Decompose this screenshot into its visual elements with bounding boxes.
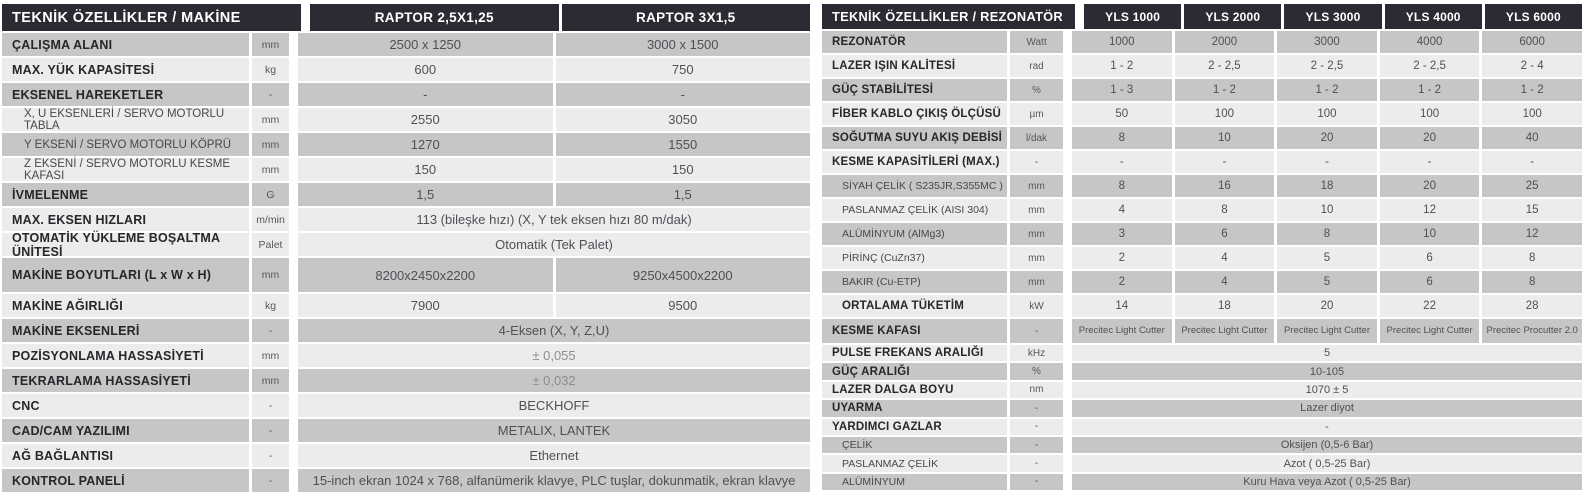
table-body-machine <box>2 31 810 492</box>
row-label: OTOMATİK YÜKLEME BOŞALTMA ÜNİTESİ <box>2 233 252 256</box>
row-unit: mm <box>252 108 298 131</box>
row-unit: - <box>1010 151 1072 173</box>
row-label: SİYAH ÇELİK ( S235JR,S355MC ) <box>822 175 1010 197</box>
row-value: 2000 <box>1175 31 1278 53</box>
row-label: EKSENEL HAREKETLER <box>2 83 252 106</box>
row-value: 2 <box>1072 271 1175 293</box>
row-value-span: - <box>1072 419 1582 435</box>
row-unit: kHz <box>1010 345 1072 361</box>
row-value: 4 <box>1175 247 1278 269</box>
row-unit: mm <box>252 158 298 181</box>
spec-row <box>2 256 810 292</box>
row-value: 4 <box>1072 199 1175 221</box>
row-unit: - <box>1010 437 1072 453</box>
row-unit: - <box>252 469 298 492</box>
row-label: CNC <box>2 394 252 417</box>
spec-table-machine <box>2 4 810 500</box>
spec-row <box>2 292 810 317</box>
row-value: 14 <box>1072 295 1175 317</box>
row-value: 2 <box>1072 247 1175 269</box>
row-value: 20 <box>1380 127 1483 149</box>
spec-row <box>2 417 810 442</box>
row-value: 750 <box>556 58 811 81</box>
row-label: PASLANMAZ ÇELİK <box>822 455 1010 471</box>
row-label: TEKRARLAMA HASSASİYETİ <box>2 369 252 392</box>
row-value: Precitec Light Cutter <box>1380 319 1483 343</box>
row-unit: mm <box>252 369 298 392</box>
spec-row <box>822 269 1582 293</box>
row-label: PASLANMAZ ÇELİK (AISI 304) <box>822 199 1010 221</box>
spec-row <box>822 380 1582 398</box>
row-value: 1,5 <box>298 183 556 206</box>
row-label: KONTROL PANELİ <box>2 469 252 492</box>
row-value: 150 <box>556 158 811 181</box>
row-label: Z EKSENİ / SERVO MOTORLU KESME KAFASI <box>2 158 252 181</box>
row-value: 100 <box>1277 103 1380 125</box>
row-label: GÜÇ STABİLİTESİ <box>822 79 1010 101</box>
row-value: 8 <box>1175 199 1278 221</box>
row-unit: mm <box>1010 223 1072 245</box>
row-unit: - <box>252 83 298 106</box>
row-unit: G <box>252 183 298 206</box>
row-value: Precitec Light Cutter <box>1072 319 1175 343</box>
spec-row <box>822 149 1582 173</box>
row-value: 6 <box>1380 247 1483 269</box>
row-value: 8 <box>1482 271 1582 293</box>
row-unit: Watt <box>1010 31 1072 53</box>
table-title: TEKNİK ÖZELLİKLER / MAKİNE <box>2 4 310 31</box>
row-label: REZONATÖR <box>822 31 1010 53</box>
column-header: YLS 4000 <box>1385 4 1485 29</box>
row-value-span: Oksijen (0,5-6 Bar) <box>1072 437 1582 453</box>
row-value: 3 <box>1072 223 1175 245</box>
row-label: KESME KAFASI <box>822 319 1010 343</box>
row-value: 9250x4500x2200 <box>556 258 811 292</box>
spec-row <box>822 343 1582 361</box>
row-unit: kg <box>252 294 298 317</box>
row-value-span: ± 0,032 <box>298 369 810 392</box>
row-value: 25 <box>1482 175 1582 197</box>
row-label: ORTALAMA TÜKETİM <box>822 295 1010 317</box>
row-value: 8200x2450x2200 <box>298 258 556 292</box>
row-value: 2 - 4 <box>1482 55 1582 77</box>
spec-row <box>822 77 1582 101</box>
spec-row <box>822 398 1582 416</box>
row-value-span: 10-105 <box>1072 363 1582 379</box>
spec-row <box>2 442 810 467</box>
row-unit: % <box>1010 79 1072 101</box>
spec-row <box>2 317 810 342</box>
row-value: 1000 <box>1072 31 1175 53</box>
row-value: 150 <box>298 158 556 181</box>
row-value: 5 <box>1277 271 1380 293</box>
row-unit: - <box>252 394 298 417</box>
row-label: Y EKSENİ / SERVO MOTORLU KÖPRÜ <box>2 133 252 156</box>
row-value: 1 - 3 <box>1072 79 1175 101</box>
row-value: 18 <box>1277 175 1380 197</box>
table-header-resonator <box>822 4 1582 29</box>
row-value-span: Lazer diyot <box>1072 400 1582 416</box>
row-label: MAX. YÜK KAPASİTESİ <box>2 58 252 81</box>
row-label: MAX. EKSEN HIZLARI <box>2 208 252 231</box>
row-label: GÜÇ ARALIĞI <box>822 363 1010 379</box>
spec-row <box>822 173 1582 197</box>
row-value-span: Otomatik (Tek Palet) <box>298 233 810 256</box>
row-label: POZİSYONLAMA HASSASİYETİ <box>2 344 252 367</box>
row-unit: % <box>1010 363 1072 379</box>
row-value: 6 <box>1380 271 1483 293</box>
spec-row <box>822 245 1582 269</box>
row-value: 8 <box>1482 247 1582 269</box>
row-value: 2550 <box>298 108 556 131</box>
row-value-span: METALIX, LANTEK <box>298 419 810 442</box>
row-unit: mm <box>1010 175 1072 197</box>
row-value: 1 - 2 <box>1482 79 1582 101</box>
row-unit: mm <box>1010 247 1072 269</box>
row-unit: mm <box>1010 271 1072 293</box>
row-value: - <box>1482 151 1582 173</box>
row-label: CAD/CAM YAZILIMI <box>2 419 252 442</box>
row-unit: mm <box>252 133 298 156</box>
row-unit: l/dak <box>1010 127 1072 149</box>
row-value: 2 - 2,5 <box>1380 55 1483 77</box>
row-value: - <box>1380 151 1483 173</box>
row-unit: rad <box>1010 55 1072 77</box>
row-value: 28 <box>1482 295 1582 317</box>
row-value: 8 <box>1072 127 1175 149</box>
column-header: RAPTOR 3X1,5 <box>562 4 811 31</box>
row-value: 600 <box>298 58 556 81</box>
row-unit: Palet <box>252 233 298 256</box>
row-unit: - <box>1010 474 1072 490</box>
spec-row <box>822 361 1582 379</box>
row-value: 50 <box>1072 103 1175 125</box>
spec-row <box>2 181 810 206</box>
row-unit: - <box>252 444 298 467</box>
row-label: BAKIR (Cu-ETP) <box>822 271 1010 293</box>
row-unit: - <box>252 319 298 342</box>
row-unit: kg <box>252 58 298 81</box>
row-value: 1,5 <box>556 183 811 206</box>
row-value: - <box>556 83 811 106</box>
spec-row <box>822 435 1582 453</box>
spec-row <box>2 367 810 392</box>
spec-row <box>822 317 1582 343</box>
row-value: 20 <box>1277 127 1380 149</box>
row-unit: mm <box>1010 199 1072 221</box>
row-value: 40 <box>1482 127 1582 149</box>
row-value-span: 4-Eksen (X, Y, Z,U) <box>298 319 810 342</box>
spec-row <box>2 81 810 106</box>
row-value: Precitec Light Cutter <box>1175 319 1278 343</box>
row-label: MAKİNE AĞIRLIĞI <box>2 294 252 317</box>
row-label: MAKİNE BOYUTLARI (L x W x H) <box>2 258 252 292</box>
row-unit: mm <box>252 33 298 56</box>
column-header: YLS 6000 <box>1485 4 1582 29</box>
row-value: 8 <box>1072 175 1175 197</box>
spec-row <box>2 467 810 492</box>
spec-row <box>2 156 810 181</box>
row-value: 3000 <box>1277 31 1380 53</box>
spec-row <box>2 230 810 259</box>
column-header: YLS 3000 <box>1284 4 1384 29</box>
spec-row <box>2 131 810 156</box>
row-label: ALÜMİNYUM (AlMg3) <box>822 223 1010 245</box>
row-unit: - <box>1010 400 1072 416</box>
row-value: 4 <box>1175 271 1278 293</box>
row-value: 10 <box>1277 199 1380 221</box>
row-value-span: ± 0,055 <box>298 344 810 367</box>
row-value: 100 <box>1482 103 1582 125</box>
row-value: 5 <box>1277 247 1380 269</box>
row-value: 100 <box>1380 103 1483 125</box>
spec-row <box>2 392 810 417</box>
row-label: YARDIMCI GAZLAR <box>822 419 1010 435</box>
row-value-span: 113 (bileşke hızı) (X, Y tek eksen hızı 80 m/dak) <box>298 208 810 231</box>
spec-row <box>2 56 810 81</box>
row-value: 6000 <box>1482 31 1582 53</box>
row-unit: nm <box>1010 382 1072 398</box>
row-value: 1270 <box>298 133 556 156</box>
row-value: 10 <box>1175 127 1278 149</box>
row-value: 1 - 2 <box>1072 55 1175 77</box>
spec-row <box>822 29 1582 53</box>
row-unit: - <box>1010 455 1072 471</box>
row-value-span: 15-inch ekran 1024 x 768, alfanümerik klavye, PLC tuşlar, dokunmatik, ekran klavye <box>298 469 810 492</box>
spec-row <box>822 53 1582 77</box>
row-label: LAZER IŞIN KALİTESİ <box>822 55 1010 77</box>
table-title: TEKNİK ÖZELLİKLER / REZONATÖR <box>822 4 1084 29</box>
row-value: 100 <box>1175 103 1278 125</box>
row-value: 20 <box>1277 295 1380 317</box>
row-label: FİBER KABLO ÇIKIŞ ÖLÇÜSÜ <box>822 103 1010 125</box>
row-value: 2 - 2,5 <box>1277 55 1380 77</box>
spec-row <box>2 342 810 367</box>
row-value-span: Kuru Hava veya Azot ( 0,5-25 Bar) <box>1072 474 1582 490</box>
spec-row <box>822 417 1582 435</box>
row-unit: mm <box>252 344 298 367</box>
row-value: 1 - 2 <box>1175 79 1278 101</box>
row-value: 12 <box>1482 223 1582 245</box>
row-value: 3000 x 1500 <box>556 33 811 56</box>
row-label: ÇALIŞMA ALANI <box>2 33 252 56</box>
row-unit: - <box>1010 419 1072 435</box>
row-value: 4000 <box>1380 31 1483 53</box>
row-value: 15 <box>1482 199 1582 221</box>
row-value: Precitec Procutter 2.0 <box>1482 319 1582 343</box>
row-unit: µm <box>1010 103 1072 125</box>
row-unit: m/min <box>252 208 298 231</box>
row-label: PULSE FREKANS ARALIĞI <box>822 345 1010 361</box>
row-label: PİRİNÇ (CuZn37) <box>822 247 1010 269</box>
spec-table-resonator <box>822 4 1582 500</box>
row-value: 10 <box>1380 223 1483 245</box>
row-value: 1 - 2 <box>1277 79 1380 101</box>
column-header: YLS 1000 <box>1084 4 1184 29</box>
row-value: 3050 <box>556 108 811 131</box>
row-label: UYARMA <box>822 400 1010 416</box>
row-label: MAKİNE EKSENLERİ <box>2 319 252 342</box>
row-value: 7900 <box>298 294 556 317</box>
spec-row <box>2 31 810 56</box>
row-label: İVMELENME <box>2 183 252 206</box>
row-unit: kW <box>1010 295 1072 317</box>
row-label: SOĞUTMA SUYU AKIŞ DEBİSİ <box>822 127 1010 149</box>
row-value: 2500 x 1250 <box>298 33 556 56</box>
spec-row <box>822 125 1582 149</box>
row-value-span: Azot ( 0,5-25 Bar) <box>1072 455 1582 471</box>
row-value: - <box>1175 151 1278 173</box>
row-label: X, U EKSENLERİ / SERVO MOTORLU TABLA <box>2 108 252 131</box>
spec-row <box>822 293 1582 317</box>
row-value: 1550 <box>556 133 811 156</box>
row-label: AĞ BAĞLANTISI <box>2 444 252 467</box>
row-value: 16 <box>1175 175 1278 197</box>
spec-row <box>2 106 810 131</box>
row-unit: - <box>1010 319 1072 343</box>
row-value: 12 <box>1380 199 1483 221</box>
row-value-span: Ethernet <box>298 444 810 467</box>
row-value: 6 <box>1175 223 1278 245</box>
table-body-resonator <box>822 29 1582 490</box>
row-label: KESME KAPASİTİLERİ (MAX.) <box>822 151 1010 173</box>
row-unit: - <box>252 419 298 442</box>
row-value: - <box>1072 151 1175 173</box>
row-value: 1 - 2 <box>1380 79 1483 101</box>
row-value: 2 - 2,5 <box>1175 55 1278 77</box>
row-value: 9500 <box>556 294 811 317</box>
row-value: 22 <box>1380 295 1483 317</box>
column-header: YLS 2000 <box>1184 4 1284 29</box>
row-label: LAZER DALGA BOYU <box>822 382 1010 398</box>
row-value-span: 5 <box>1072 345 1582 361</box>
row-value: 20 <box>1380 175 1483 197</box>
spec-row <box>822 453 1582 471</box>
row-value: - <box>298 83 556 106</box>
column-header: RAPTOR 2,5X1,25 <box>310 4 562 31</box>
row-value: - <box>1277 151 1380 173</box>
row-unit: mm <box>252 258 298 292</box>
table-header-machine <box>2 4 810 31</box>
row-value: Precitec Light Cutter <box>1277 319 1380 343</box>
spec-row <box>822 197 1582 221</box>
spec-row <box>2 206 810 231</box>
spec-row <box>822 472 1582 490</box>
spec-row <box>822 101 1582 125</box>
row-value-span: BECKHOFF <box>298 394 810 417</box>
row-label: ALÜMİNYUM <box>822 474 1010 490</box>
spec-row <box>822 221 1582 245</box>
row-label: ÇELİK <box>822 437 1010 453</box>
row-value: 18 <box>1175 295 1278 317</box>
row-value-span: 1070 ± 5 <box>1072 382 1582 398</box>
row-value: 8 <box>1277 223 1380 245</box>
